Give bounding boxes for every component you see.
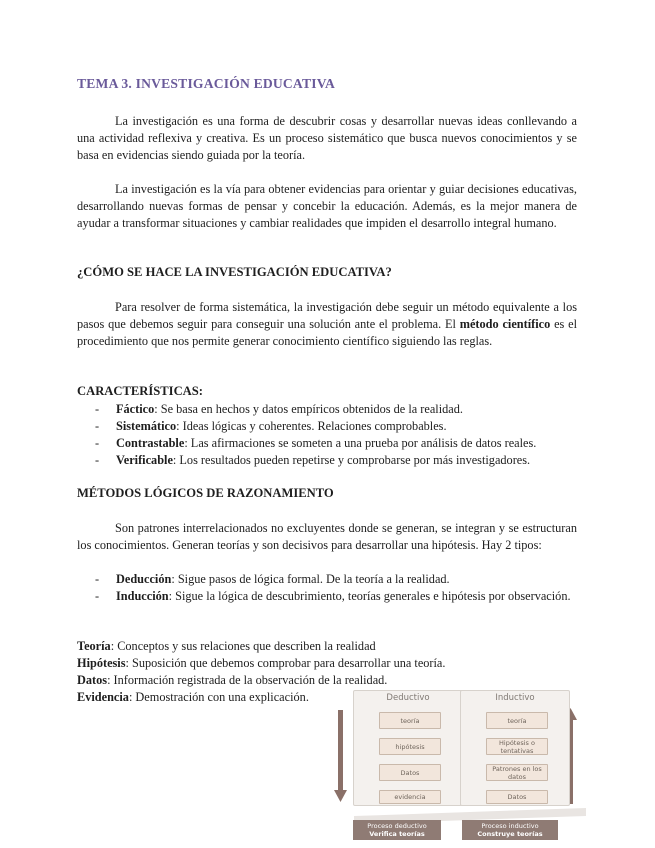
inductive-panel [460, 690, 570, 806]
feature-text: : Los resultados pueden repetirse y comprobarse por más investigadores. [172, 453, 531, 467]
methods-heading: MÉTODOS LÓGICOS DE RAZONAMIENTO [77, 486, 334, 500]
definition-text: : Conceptos y sus relaciones que describen la realidad [110, 639, 376, 653]
method-text-a: Para resolver de forma sistemática, la investigación debe seguir un método equivalente a los pasos que debemos seguir para conseguir una solución ante el problema. El [77, 300, 577, 331]
deductive-label-line1: Proceso deductivo [367, 822, 427, 830]
deductive-box-data: Datos [379, 764, 441, 781]
definition-text: : Demostración con una explicación. [128, 690, 309, 704]
method-item-text: : Sigue la lógica de descubrimiento, teorías generales e hipótesis por observación. [168, 589, 571, 603]
inductive-process-label [462, 820, 558, 840]
feature-term: Verificable [116, 453, 173, 467]
deductive-box-evidence: evidencia [379, 790, 441, 804]
page-title: TEMA 3. INVESTIGACIÓN EDUCATIVA [77, 76, 335, 91]
list-item [77, 588, 577, 605]
feature-text: : Las afirmaciones se someten a una prueba por análisis de datos reales. [184, 436, 537, 450]
list-dash: - [95, 572, 100, 586]
deductive-label-line2: Verifica teorías [369, 830, 425, 838]
deductive-panel [353, 690, 463, 806]
inductive-label-line1: Proceso inductivo [481, 822, 539, 830]
feature-term: Contrastable [116, 436, 185, 450]
list-dash: - [95, 589, 100, 603]
list-item [77, 571, 577, 588]
down-arrow-shaft [338, 710, 343, 796]
definition-text: : Suposición que debemos comprobar para desarrollar una teoría. [125, 656, 446, 670]
inductive-box-data: Datos [486, 790, 548, 804]
deductive-title: Deductivo [386, 693, 430, 703]
inductive-label-line2: Construye teorías [477, 830, 543, 838]
features-heading: CARACTERÍSTICAS: [77, 384, 203, 398]
features-list [77, 401, 577, 469]
list-dash: - [95, 402, 100, 416]
feature-term: Sistemático [116, 419, 177, 433]
definition-term: Datos [77, 673, 108, 687]
reasoning-diagram [332, 686, 590, 848]
method-item-term: Inducción [116, 589, 169, 603]
list-item [77, 418, 577, 435]
how-heading: ¿CÓMO SE HACE LA INVESTIGACIÓN EDUCATIVA? [77, 265, 392, 279]
deductive-process-label [353, 820, 441, 840]
definition-term: Teoría [77, 639, 111, 653]
second-paragraph: La investigación es la vía para obtener evidencias para orientar y guiar decisiones educativas, desarrollando nuevas formas de pensar y concebir la educación. Además, es la mejor manera de ayudar a transformar situaciones y cambiar realidades que impiden el desarrollo integral humano. [77, 182, 577, 230]
inductive-box-theory: teoría [486, 712, 548, 729]
method-item-text: : Sigue pasos de lógica formal. De la teoría a la realidad. [171, 572, 450, 586]
methods-list [77, 571, 577, 605]
deductive-box-theory: teoría [379, 712, 441, 729]
intro-paragraph: La investigación es una forma de descubrir cosas y desarrollar nuevas ideas conllevando a una actividad reflexiva y creativa. Es un proceso sistemático que busca nuevos conocimientos y se basa en evidencias siendo guiada por la teoría. [77, 114, 577, 162]
down-arrow-icon [334, 790, 347, 802]
inductive-box-patterns: Patrones en los datos [486, 764, 548, 781]
list-item [77, 401, 577, 418]
method-term: método científico [459, 317, 551, 331]
definition-term: Evidencia [77, 690, 129, 704]
feature-text: : Se basa en hechos y datos empíricos obtenidos de la realidad. [154, 402, 463, 416]
methods-paragraph: Son patrones interrelacionados no excluyentes donde se generan, se integran y se estructuran los conocimientos. Generan teorías y son decisivos para desarrollar una hipótesis. Hay 2 tipos: [77, 521, 577, 552]
list-item [77, 435, 577, 452]
definition-text: : Información registrada de la observación de la realidad. [107, 673, 388, 687]
inductive-title: Inductivo [495, 693, 535, 703]
feature-text: : Ideas lógicas y coherentes. Relaciones comprobables. [176, 419, 447, 433]
list-item [77, 452, 577, 469]
list-dash: - [95, 436, 100, 450]
method-item-term: Deducción [116, 572, 172, 586]
method-paragraph [77, 299, 577, 350]
list-dash: - [95, 419, 100, 433]
definition-line [77, 638, 445, 655]
definition-line [77, 655, 445, 672]
feature-term: Fáctico [116, 402, 155, 416]
inductive-box-hypothesis: Hipótesis o tentativas [486, 738, 548, 755]
definition-term: Hipótesis [77, 656, 126, 670]
deductive-box-hypothesis: hipótesis [379, 738, 441, 755]
method-text-b: es el procedimiento que nos permite generar conocimiento científico siguiendo las reglas. [77, 317, 577, 348]
list-dash: - [95, 453, 100, 467]
